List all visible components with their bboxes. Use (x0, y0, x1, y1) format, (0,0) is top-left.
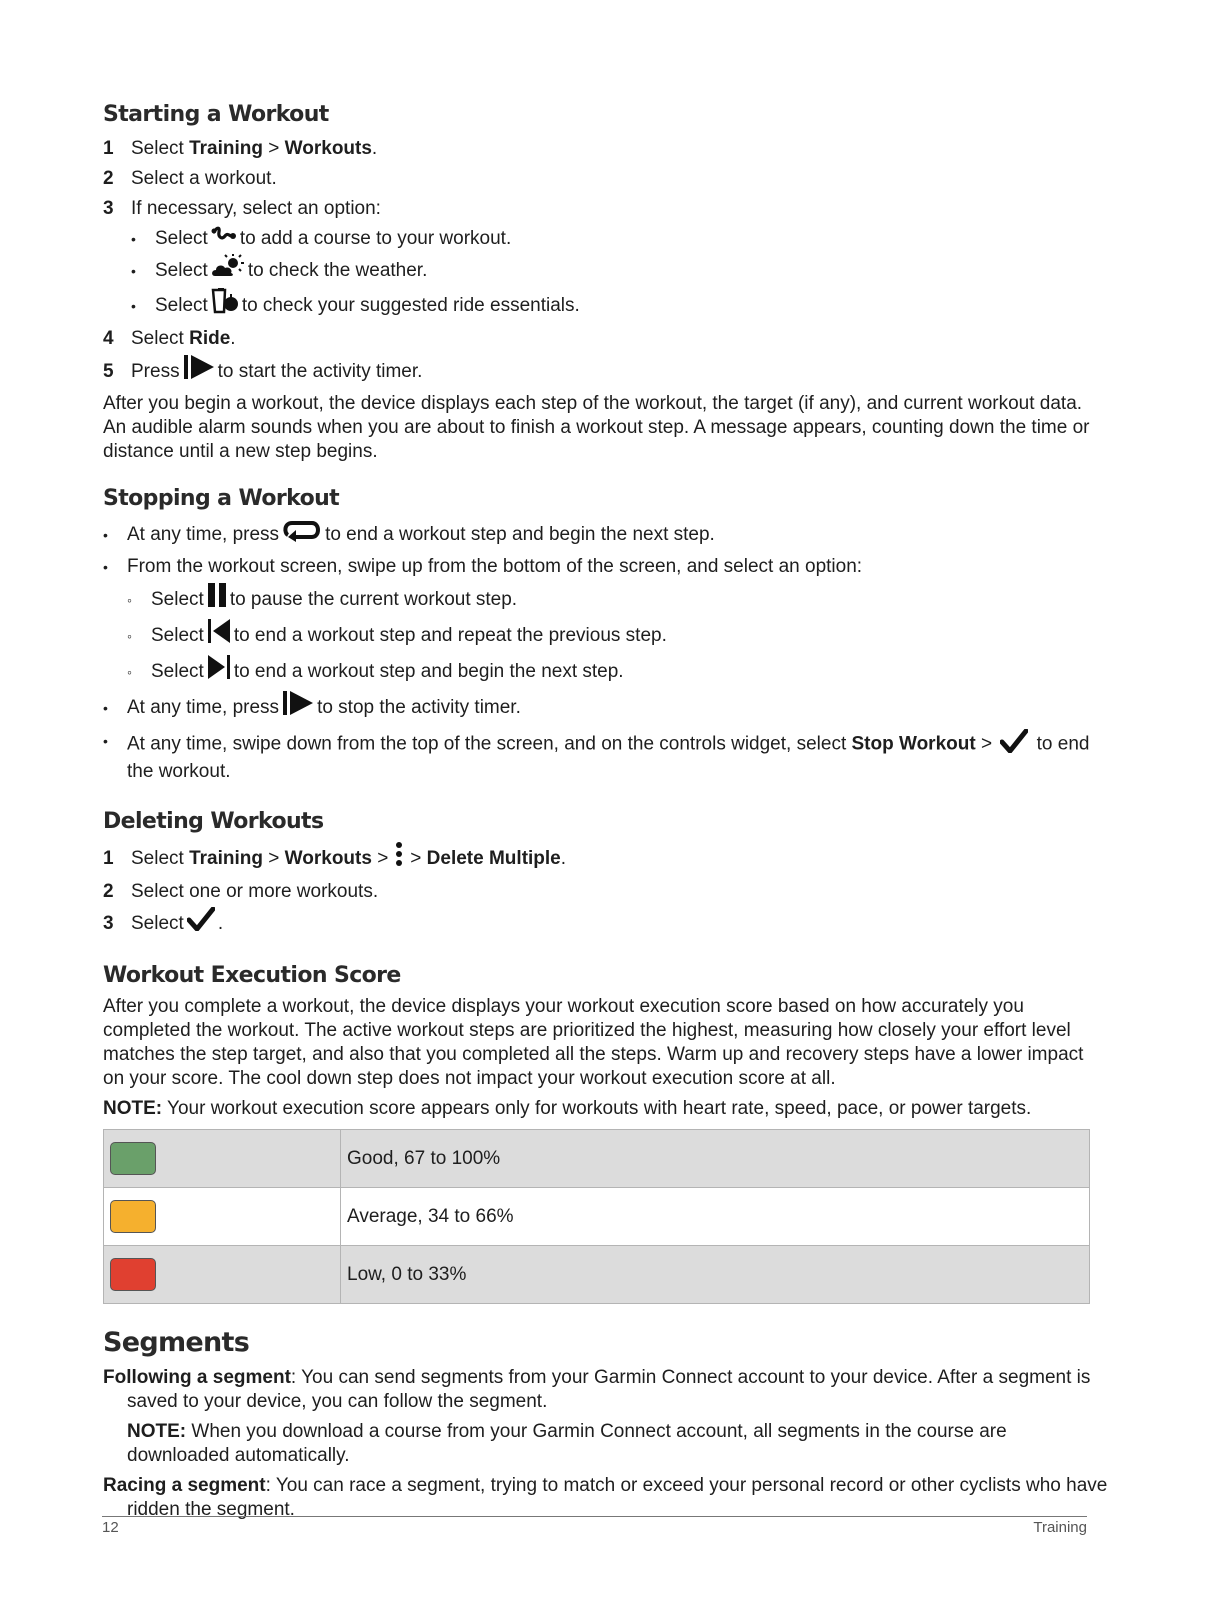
racing-segment: Racing a segment: You can race a segment, trying to match or exceed your personal record or other cyclists who have ridden the segment. (103, 1475, 1108, 1520)
stop-option-previous: ◦ Select to end a workout step and repeat the previous step. (103, 618, 1108, 654)
heading-starting-workout: Starting a Workout (103, 102, 329, 127)
start-stop-icon (282, 690, 314, 726)
heading-execution-score: Workout Execution Score (103, 963, 401, 988)
next-step-icon (207, 654, 231, 690)
page-content (103, 100, 1108, 1528)
start-stop-icon (183, 354, 215, 390)
section-execution-score (103, 961, 1108, 1304)
heading-segments: Segments (103, 1327, 250, 1358)
page-number: 12 (102, 1519, 119, 1536)
section-starting-workout (103, 100, 1108, 464)
step-2: 2 Select a workout. (103, 168, 277, 189)
score-swatch-good (110, 1142, 156, 1175)
step-1: 1 Select Training > Workouts. (103, 138, 378, 159)
heading-deleting-workouts: Deleting Workouts (103, 809, 324, 834)
section-stopping-workout (103, 484, 1108, 787)
delete-step-1: 1 Select Training > Workouts > > Delete Multiple. (103, 841, 1108, 877)
delete-step-3: 3 Select . (103, 907, 1108, 941)
stop-option-pause: ◦ Select to pause the current workout step. (103, 582, 1108, 618)
step-4: 4 Select Ride. (103, 328, 236, 349)
check-icon (1000, 729, 1028, 760)
table-row: Low, 0 to 33% (104, 1246, 1090, 1304)
stop-bullet-controls: • At any time, swipe down from the top of the screen, and on the controls widget, select Stop Workout > to end the workout. (103, 726, 1108, 787)
table-row: Good, 67 to 100% (104, 1130, 1090, 1188)
lap-icon (282, 518, 322, 552)
starting-paragraph: After you begin a workout, the device displays each step of the workout, the target (if any), and current workout data. An audible alarm sounds when you are about to finish a workout step. A message appears, counting down the time or distance until a new step begins. (103, 393, 1090, 462)
score-note: NOTE: Your workout execution score appears only for workouts with heart rate, speed, pace, or power targets. (103, 1098, 1032, 1119)
option-course: • Select to add a course to your workout. (103, 224, 1108, 254)
course-icon (211, 224, 237, 254)
step-5: 5 Press to start the activity timer. (103, 354, 1108, 390)
menu-dots-icon (391, 841, 407, 877)
footer-section: Training (1033, 1519, 1087, 1536)
section-segments (103, 1326, 1108, 1522)
pause-icon (207, 582, 227, 618)
heading-stopping-workout: Stopping a Workout (103, 486, 340, 511)
option-essentials: • Select to check your suggested ride essentials. (103, 288, 1108, 324)
delete-step-2: 2 Select one or more workouts. (103, 881, 379, 902)
weather-icon (211, 254, 245, 288)
table-row: Average, 34 to 66% (104, 1188, 1090, 1246)
check-icon (187, 907, 215, 941)
step-3: 3 If necessary, select an option: (103, 198, 381, 219)
score-paragraph: After you complete a workout, the device displays your workout execution score based on how accurately you completed the workout. The active workout steps are prioritized the highest, measuring how closely your effort level matches the step target, and also that you completed all the steps. Warm up and recovery steps have a lower impact on your score. The cool down step does not impact your workout execution score at all. (103, 996, 1084, 1089)
option-weather: • Select to check the weather. (103, 254, 1108, 288)
score-table (103, 1129, 1090, 1304)
following-segment: Following a segment: You can send segments from your Garmin Connect account to your device. After a segment is saved to your device, you can follow the segment. (103, 1367, 1091, 1412)
section-deleting-workouts (103, 807, 1108, 941)
score-swatch-average (110, 1200, 156, 1233)
ride-essentials-icon (211, 288, 239, 324)
page-footer (102, 1516, 1087, 1536)
score-swatch-low (110, 1258, 156, 1291)
stop-bullet-swipe: • From the workout screen, swipe up from the bottom of the screen, and select an option: (103, 556, 863, 577)
previous-step-icon (207, 618, 231, 654)
segments-note: NOTE: When you download a course from your Garmin Connect account, all segments in the course are downloaded automatically. (127, 1421, 1007, 1466)
stop-bullet-timer: • At any time, press to stop the activity timer. (103, 690, 1108, 726)
stop-bullet-lap: • At any time, press to end a workout step and begin the next step. (103, 518, 1108, 552)
stop-option-next: ◦ Select to end a workout step and begin the next step. (103, 654, 1108, 690)
